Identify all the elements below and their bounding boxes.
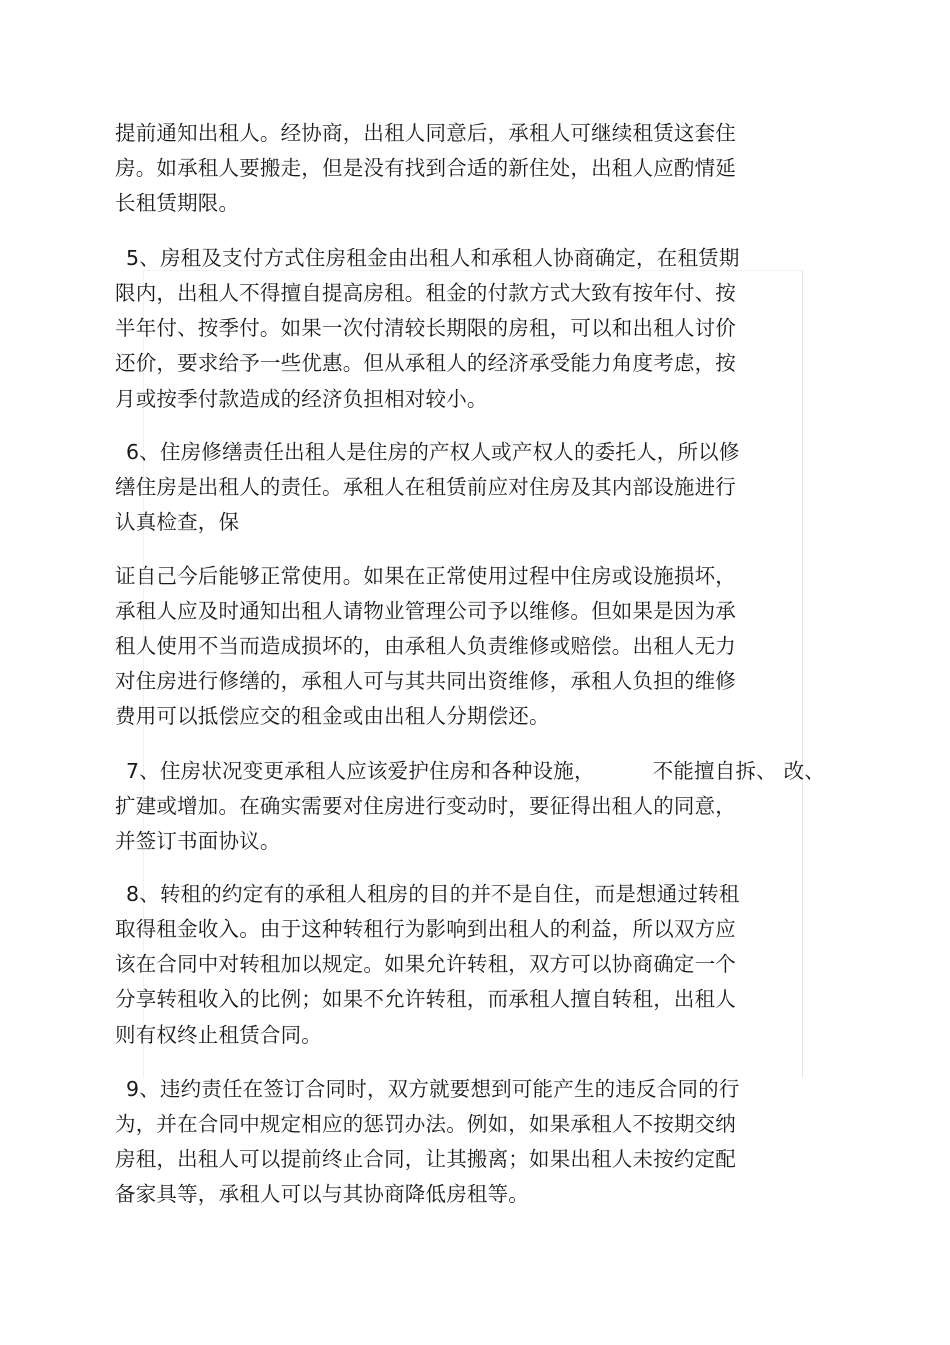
text-line: 该在合同中对转租加以规定。如果允许转租，双方可以协商确定一个 [115, 952, 736, 976]
text-line: 扩建或增加。在确实需要对住房进行变动时，要征得出租人的同意， [115, 794, 736, 818]
text-line: 半年付、按季付。如果一次付清较长期限的房租，可以和出租人讨价 [115, 316, 736, 340]
text-line: 则有权终止租赁合同。 [115, 1023, 322, 1047]
text-line: 房租，出租人可以提前终止合同，让其搬离；如果出租人未按约定配 [115, 1147, 736, 1171]
text-line: 房。如承租人要搬走，但是没有找到合适的新住处，出租人应酌情延 [115, 156, 736, 180]
text-line: 认真检查，保 [115, 510, 240, 534]
text-line: 承租人应及时通知出租人请物业管理公司予以维修。但如果是因为承 [115, 599, 736, 623]
text-segment: 7、住房状况变更承租人应该爱护住房和各种设施， [126, 759, 595, 783]
text-line: 限内，出租人不得擅自提高房租。租金的付款方式大致有按年付、按 [115, 281, 736, 305]
text-line: 对住房进行修缮的，承租人可与其共同出资维修，承租人负担的维修 [115, 669, 736, 693]
text-line [126, 757, 825, 785]
text-line: 为，并在合同中规定相应的惩罚办法。例如，如果承租人不按期交纳 [115, 1112, 736, 1136]
text-segment: 不能擅自拆、 改、 [652, 759, 825, 783]
text-line: 提前通知出租人。经协商，出租人同意后，承租人可继续租赁这套住 [115, 121, 736, 145]
text-line: 并签订书面协议。 [115, 829, 281, 853]
text-line: 费用可以抵偿应交的租金或由出租人分期偿还。 [115, 704, 550, 728]
text-line: 备家具等，承租人可以与其协商降低房租等。 [115, 1182, 529, 1206]
text-line: 取得租金收入。由于这种转租行为影响到出租人的利益，所以双方应 [115, 917, 736, 941]
text-line: 月或按季付款造成的经济负担相对较小。 [115, 387, 488, 411]
text-line: 缮住房是出租人的责任。承租人在租赁前应对住房及其内部设施进行 [115, 475, 736, 499]
text-line: 租人使用不当而造成损坏的，由承租人负责维修或赔偿。出租人无力 [115, 634, 736, 658]
text-line: 9、违约责任在签订合同时，双方就要想到可能产生的违反合同的行 [126, 1077, 740, 1101]
text-line: 还价，要求给予一些优惠。但从承租人的经济承受能力角度考虑，按 [115, 351, 736, 375]
text-line: 6、住房修缮责任出租人是住房的产权人或产权人的委托人，所以修 [126, 440, 740, 464]
text-line: 分享转租收入的比例；如果不允许转租，而承租人擅自转租，出租人 [115, 987, 736, 1011]
text-line: 长租赁期限。 [115, 191, 240, 215]
text-line: 5、房租及支付方式住房租金由出租人和承租人协商确定，在租赁期 [126, 246, 740, 270]
text-line: 8、转租的约定有的承租人租房的目的并不是自住，而是想通过转租 [126, 882, 740, 906]
text-line: 证自己今后能够正常使用。如果在正常使用过程中住房或设施损坏， [115, 564, 736, 588]
